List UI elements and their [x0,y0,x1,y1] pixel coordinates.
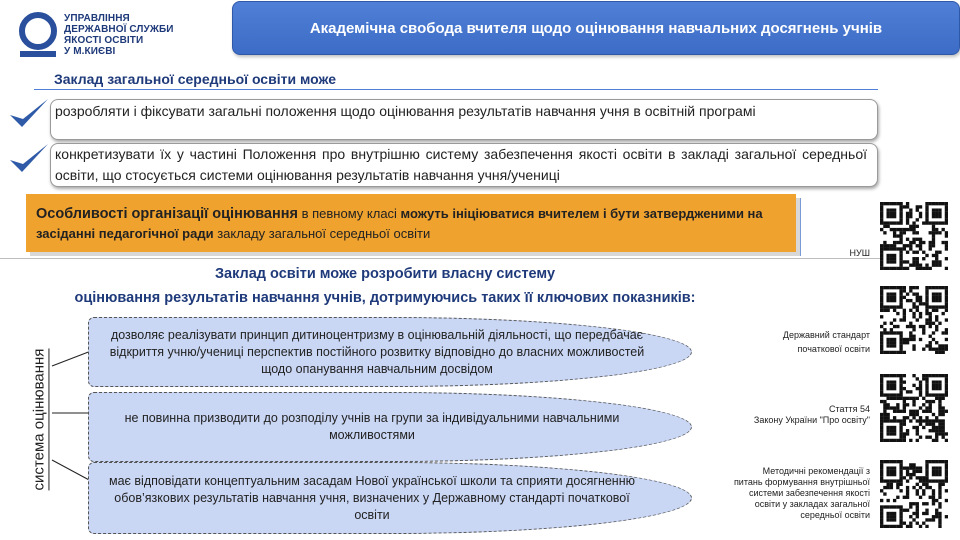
notice-box [26,194,796,252]
system-heading-line: оцінювання результатів навчання учнів, дотримуючись таких її ключових показників: [74,290,696,306]
indicator-item: дозволяє реалізувати принцип дитиноцентризму в оцінювальній діяльності, що передбачає відкриття учню/учениці перспектив постійного розвитку відповідно до власних можливостей щодо опанування навчальним досвідом [88,317,692,387]
indicator-item: не повинна призводити до розподілу учнів на групи за індивідуальними навчальними можливостями [88,392,692,462]
reference-label: Державний стандарт початкової освіти [782,330,870,354]
notice-emphasis: Особливості організації оцінювання [36,206,298,222]
checkmark-icon [8,142,50,178]
circle-logo-icon [14,10,62,60]
section-heading: Заклад загальної середньої освіти може [54,71,337,87]
notice-text: закладу загальної середньої освіти [213,226,431,241]
indicator-item: має відповідати концептуальним засадам Нової української школи та сприяти досягненню обов’язкових результатів навчання учня, визначених у Державному стандарті початкової освіти [88,462,692,534]
qr-code-icon[interactable] [880,460,948,528]
list-item: розробляти і фіксувати загальні положення щодо оцінювання результатів навчання учня в освітній програмі [50,99,878,140]
title-banner [232,1,960,55]
divider [34,89,878,90]
notice-emphasis: можуть ініціюватися вчителем і бути затвердженими на засіданні педагогічної ради [36,206,763,241]
divider [800,198,801,256]
qr-code-icon[interactable] [880,202,948,270]
reference-label: Методичні рекомендації з питань формування внутрішньої системи забезпечення якості освіти у закладах загальної середньої освіти [733,466,870,520]
system-heading-line: Заклад освіти може розробити власну систему [214,266,556,282]
page-title: Академічна свобода вчителя щодо оцінювання навчальних досягнень учнів [309,19,883,37]
qr-code-icon[interactable] [880,286,948,354]
reference-label: НУШ [849,248,870,258]
qr-code-icon[interactable] [880,374,948,442]
org-name: УПРАВЛІННЯ ДЕРЖАВНОЇ СЛУЖБИ ЯКОСТІ ОСВІТИ У М.КИЄВІ [64,13,174,57]
list-item: конкретизувати їх у частині Положення про внутрішню систему забезпечення якості освіти в закладі загальної середньої освіти, що стосується системи оцінювання результатів навчання учня/учениці [50,143,878,187]
checkmark-icon [8,97,50,133]
reference-label: Стаття 54 Закону України "Про освіту" [753,404,870,425]
vertical-label: система оцінювання [30,348,48,490]
divider [0,258,880,259]
notice-text: в певному класі [297,206,401,221]
